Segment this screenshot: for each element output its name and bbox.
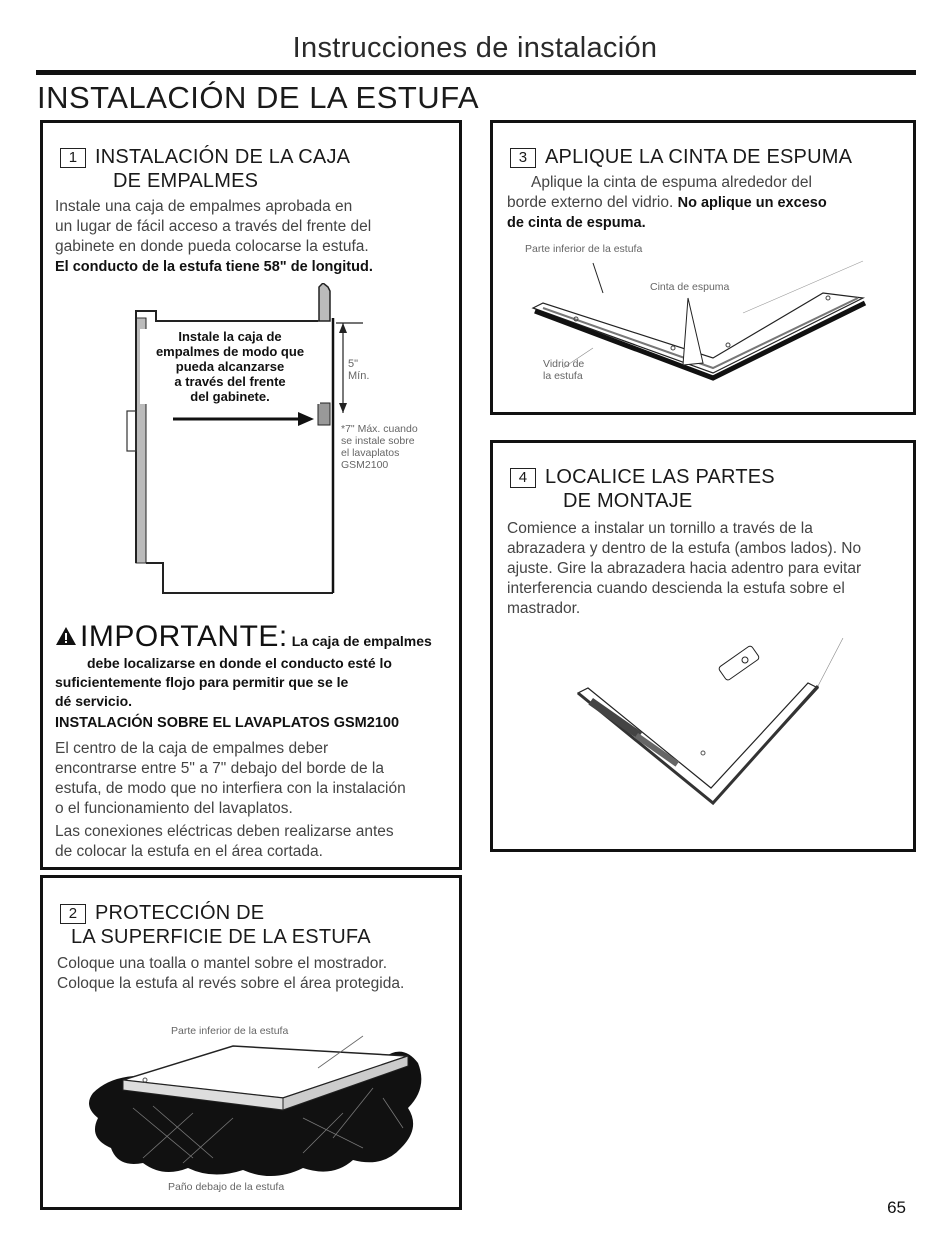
- important-line: suficientemente flojo para permitir que se le: [55, 674, 349, 690]
- para1-line: El centro de la caja de empalmes deber: [55, 740, 329, 757]
- step2-number: 2: [60, 904, 86, 924]
- step4-body-line: interferencia cuando descienda la estufa sobre el: [507, 580, 845, 597]
- para1-line: encontrarse entre 5" a 7" debajo del borde de la: [55, 760, 384, 777]
- important-block: [55, 620, 455, 711]
- step3-title: APLIQUE LA CINTA DE ESPUMA: [545, 146, 853, 168]
- glass-label-line: Vidrio de: [543, 358, 585, 370]
- step4-heading: [510, 465, 775, 513]
- step1-body-bold: El conducto de la estufa tiene 58" de longitud.: [55, 259, 373, 275]
- para2-line: Las conexiones eléctricas deben realizarse antes: [55, 823, 394, 840]
- glass-label-line: la estufa: [543, 370, 583, 382]
- step1-body-line: Instale una caja de empalmes aprobada en: [55, 198, 353, 215]
- important-word: IMPORTANTE:: [80, 620, 288, 653]
- step2-body: [57, 954, 457, 994]
- step2-heading: [60, 901, 371, 949]
- diagram-line: Instale la caja de: [178, 329, 282, 344]
- warning-icon: [55, 626, 77, 646]
- step4-body-line: Comience a instalar un tornillo a través de la: [507, 520, 813, 537]
- step4-body-line: ajuste. Gire la abrazadera hacia adentro para evitar: [507, 560, 862, 577]
- dimension-min: Mín.: [348, 370, 370, 382]
- note-line: GSM2100: [341, 459, 389, 471]
- para1-line: estufa, de modo que no interfiera con la instalación: [55, 780, 406, 797]
- dishwasher-note: [341, 423, 418, 471]
- step1-box: [40, 120, 462, 870]
- step2-body-line: Coloque la estufa al revés sobre el área protegida.: [57, 975, 405, 992]
- page-number: 65: [887, 1198, 906, 1217]
- step3-number: 3: [510, 148, 536, 168]
- step4-box: [490, 440, 916, 852]
- dishwasher-paragraph: [55, 739, 460, 819]
- step3-body-line1: Aplique la cinta de espuma alrededor del: [531, 174, 812, 191]
- range-bottom-label: Parte inferior de la estufa: [525, 243, 643, 255]
- step3-body-line2: borde externo del vidrio.: [507, 194, 674, 211]
- header-rule: [36, 70, 916, 75]
- mounting-parts-diagram: [563, 638, 853, 818]
- towel-diagram: [83, 1018, 428, 1183]
- important-line: debe localizarse en donde el conducto esté lo: [87, 655, 392, 671]
- note-line: el lavaplatos: [341, 447, 400, 459]
- step2-body-line: Coloque una toalla o mantel sobre el mostrador.: [57, 955, 388, 972]
- step2-title-line2: LA SUPERFICIE DE LA ESTUFA: [71, 926, 371, 948]
- step1-title-line2: DE EMPALMES: [113, 170, 259, 192]
- para1-line: o el funcionamiento del lavaplatos.: [55, 800, 293, 817]
- foam-tape-label: Cinta de espuma: [650, 281, 730, 293]
- step2-box: [40, 875, 462, 1210]
- dishwasher-subtitle: INSTALACIÓN SOBRE EL LAVAPLATOS GSM2100: [55, 715, 400, 731]
- step1-title-line1: INSTALACIÓN DE LA CAJA: [95, 146, 351, 168]
- diagram-line: del gabinete.: [190, 389, 270, 404]
- page-header: Instrucciones de instalación: [292, 32, 658, 64]
- important-line: dé servicio.: [55, 693, 133, 709]
- step1-body-line: un lugar de fácil acceso a través del frente del: [55, 218, 372, 235]
- range-bottom-label: Parte inferior de la estufa: [171, 1025, 289, 1037]
- para2-line: de colocar la estufa en el área cortada.: [55, 843, 323, 860]
- step4-number: 4: [510, 468, 536, 488]
- diagram-line: pueda alcanzarse: [175, 359, 285, 374]
- note-line: se instale sobre: [341, 435, 415, 447]
- step3-body: [507, 173, 912, 233]
- electrical-paragraph: [55, 822, 460, 862]
- step4-body: [507, 519, 912, 619]
- diagram-line: a través del frente: [174, 374, 286, 389]
- step3-body-bold1: No aplique un exceso: [677, 195, 827, 211]
- cloth-label: Paño debajo de la estufa: [168, 1181, 285, 1193]
- step3-box: [490, 120, 916, 415]
- step4-title-line2: DE MONTAJE: [563, 490, 693, 512]
- step3-heading: [510, 145, 852, 169]
- step1-body-line: gabinete en donde pueda colocarse la estufa.: [55, 238, 369, 255]
- step4-title-line1: LOCALICE LAS PARTES: [545, 466, 775, 488]
- dimension-value: 5": [348, 358, 359, 370]
- step4-body-line: abrazadera y dentro de la estufa (ambos lados). No: [507, 540, 862, 557]
- step2-title-line1: PROTECCIÓN DE: [95, 902, 265, 924]
- glass-label: [543, 358, 584, 382]
- step4-body-line: mastrador.: [507, 600, 581, 617]
- step1-body: [55, 197, 455, 277]
- diagram-line: empalmes de modo que: [155, 344, 305, 359]
- step3-body-bold2: de cinta de espuma.: [507, 215, 646, 231]
- note-line: *7" Máx. cuando: [341, 423, 418, 435]
- dimension-label: [348, 358, 369, 382]
- important-line: La caja de empalmes: [291, 633, 432, 649]
- step1-number: 1: [60, 148, 86, 168]
- section-title: INSTALACIÓN DE LA ESTUFA: [37, 80, 480, 115]
- step1-heading: [60, 145, 350, 193]
- diagram-instruction: [140, 329, 320, 404]
